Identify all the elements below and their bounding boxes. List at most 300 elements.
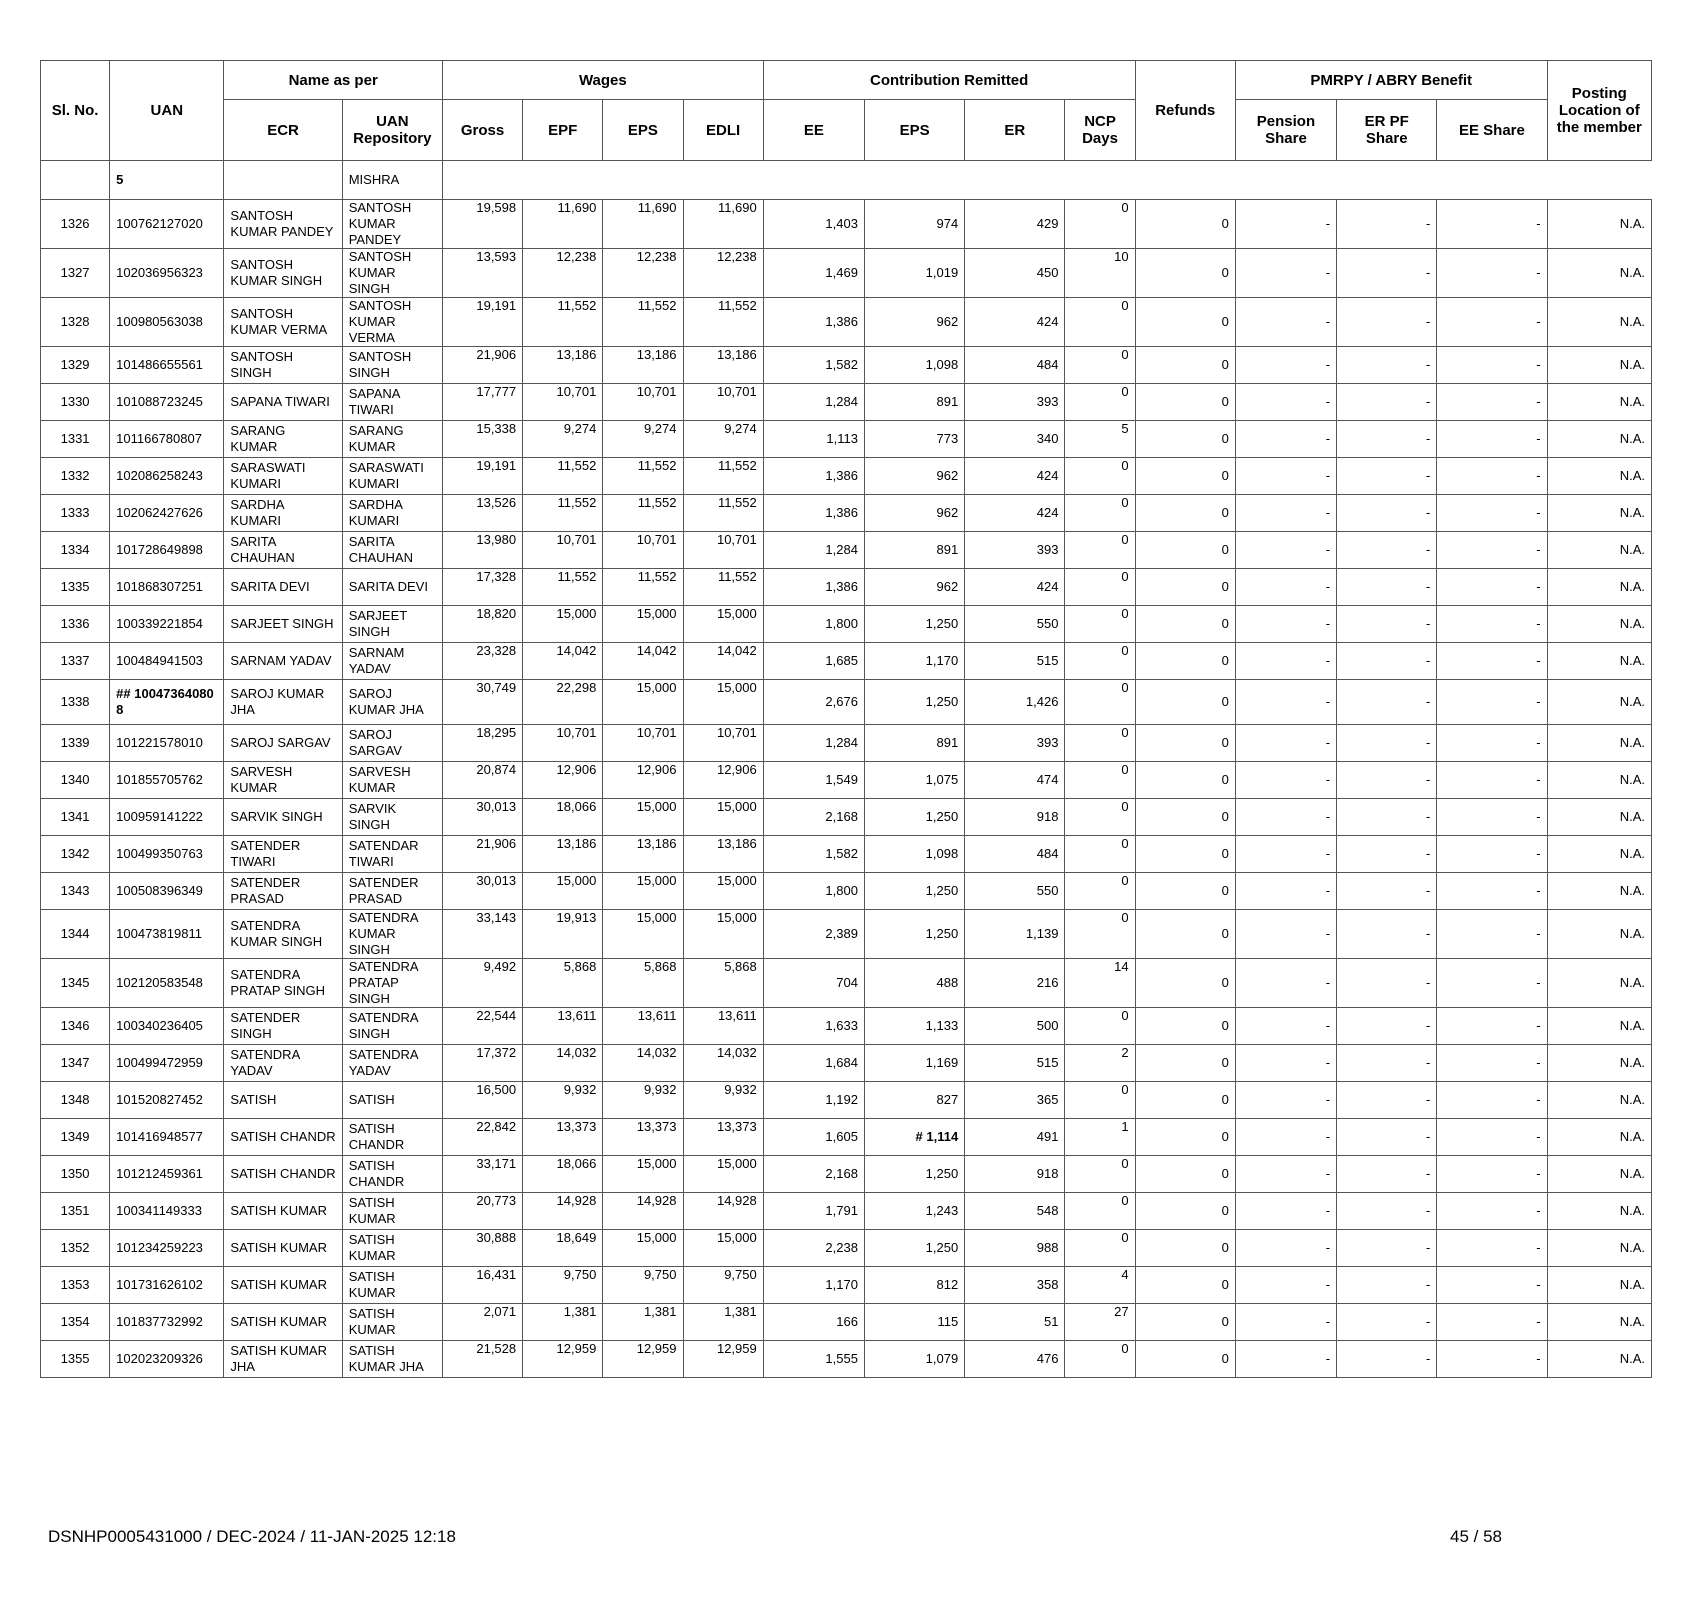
cell-contrib-eps: 1,169 xyxy=(864,1045,964,1082)
table-row xyxy=(41,421,1652,458)
cell-ncp-days: 0 xyxy=(1065,725,1135,762)
cell-er-pf-share: - xyxy=(1337,1230,1437,1267)
cell-refunds: 0 xyxy=(1135,1341,1235,1378)
col-eps: EPS xyxy=(603,100,683,161)
cell-er-pf-share: - xyxy=(1337,836,1437,873)
cell-pension-share: - xyxy=(1235,959,1336,1008)
cell-epf: 12,906 xyxy=(523,762,603,799)
cell-ncp-days: 5 xyxy=(1065,421,1135,458)
cell-eps: 13,186 xyxy=(603,347,683,384)
cell-ecr-name: SATISH CHANDR xyxy=(224,1119,342,1156)
cell-gross: 2,071 xyxy=(442,1304,522,1341)
cell-repo-name: SANTOSH SINGH xyxy=(342,347,442,384)
table-row xyxy=(41,1304,1652,1341)
cell-uan: 101221578010 xyxy=(110,725,224,762)
cell-er: 548 xyxy=(965,1193,1065,1230)
cell-edli: 9,274 xyxy=(683,421,763,458)
cell-ecr-name: SARVIK SINGH xyxy=(224,799,342,836)
cell-pension-share: - xyxy=(1235,1267,1336,1304)
cell-sl-no: 1336 xyxy=(41,606,110,643)
cell-posting: N.A. xyxy=(1547,1156,1651,1193)
cell-pension-share: - xyxy=(1235,249,1336,298)
cell-ee: 2,389 xyxy=(763,910,864,959)
cell-ee-share: - xyxy=(1437,458,1547,495)
cell-repo-name: SARVIK SINGH xyxy=(342,799,442,836)
cell-eps: 13,186 xyxy=(603,836,683,873)
cell-sl-no: 1341 xyxy=(41,799,110,836)
cell-er-pf-share: - xyxy=(1337,1341,1437,1378)
cell-gross: 18,295 xyxy=(442,725,522,762)
cell-epf: 13,611 xyxy=(523,1008,603,1045)
cell-contrib-eps: 974 xyxy=(864,200,964,249)
cell-epf: 5,868 xyxy=(523,959,603,1008)
cell-epf: 11,552 xyxy=(523,298,603,347)
cell-posting: N.A. xyxy=(1547,643,1651,680)
cell-gross: 9,492 xyxy=(442,959,522,1008)
cell-gross: 30,013 xyxy=(442,799,522,836)
cell-er: 424 xyxy=(965,458,1065,495)
cell-posting: N.A. xyxy=(1547,421,1651,458)
cell-uan: 102036956323 xyxy=(110,249,224,298)
cell-edli: 13,186 xyxy=(683,836,763,873)
cell-edli: 11,552 xyxy=(683,569,763,606)
cell-gross: 33,143 xyxy=(442,910,522,959)
cell-pension-share: - xyxy=(1235,643,1336,680)
cell-posting: N.A. xyxy=(1547,959,1651,1008)
cell-edli: 11,552 xyxy=(683,298,763,347)
cell-ee-share: - xyxy=(1437,1082,1547,1119)
cell-edli: 10,701 xyxy=(683,725,763,762)
cell-gross: 13,526 xyxy=(442,495,522,532)
cell-refunds: 0 xyxy=(1135,495,1235,532)
cell-ee-share: - xyxy=(1437,1230,1547,1267)
group-wages: Wages xyxy=(442,61,763,100)
table-header xyxy=(41,61,1652,161)
cell-epf: 11,552 xyxy=(523,569,603,606)
cell-edli: 15,000 xyxy=(683,910,763,959)
col-uan: UAN xyxy=(110,61,224,161)
cell-refunds: 0 xyxy=(1135,606,1235,643)
cell-edli: 15,000 xyxy=(683,1156,763,1193)
col-epf: EPF xyxy=(523,100,603,161)
cell-pension-share: - xyxy=(1235,421,1336,458)
cell-er: 476 xyxy=(965,1341,1065,1378)
cell-ecr-name: SATISH KUMAR xyxy=(224,1267,342,1304)
cell-sl-no: 1351 xyxy=(41,1193,110,1230)
cell-ee-share: - xyxy=(1437,725,1547,762)
cell-sl-no: 1349 xyxy=(41,1119,110,1156)
cell-ncp-days: 0 xyxy=(1065,384,1135,421)
cell-repo-name: SARVESH KUMAR xyxy=(342,762,442,799)
table-row xyxy=(41,873,1652,910)
cell-edli: 13,611 xyxy=(683,1008,763,1045)
cell-ncp-days: 0 xyxy=(1065,836,1135,873)
cell-sl-no: 1355 xyxy=(41,1341,110,1378)
cell-ee: 1,284 xyxy=(763,384,864,421)
cell-refunds: 0 xyxy=(1135,836,1235,873)
cell-ee-share: - xyxy=(1437,1119,1547,1156)
cell-sl-no: 1330 xyxy=(41,384,110,421)
cell-refunds: 0 xyxy=(1135,1193,1235,1230)
cell-uan: 100980563038 xyxy=(110,298,224,347)
cell-posting: N.A. xyxy=(1547,384,1651,421)
table-row xyxy=(41,1193,1652,1230)
cell-sl-no: 1352 xyxy=(41,1230,110,1267)
cell-ncp-days: 0 xyxy=(1065,200,1135,249)
cell-contrib-eps: 1,133 xyxy=(864,1008,964,1045)
cell-ncp-days: 0 xyxy=(1065,495,1135,532)
cell-ncp-days: 0 xyxy=(1065,799,1135,836)
cell-epf: 13,186 xyxy=(523,836,603,873)
cell-gross: 30,013 xyxy=(442,873,522,910)
cell-ncp-days: 4 xyxy=(1065,1267,1135,1304)
cell-posting: N.A. xyxy=(1547,1119,1651,1156)
cell-posting: N.A. xyxy=(1547,725,1651,762)
cell-epf: 18,649 xyxy=(523,1230,603,1267)
cell-er-pf-share: - xyxy=(1337,643,1437,680)
cell-gross: 13,980 xyxy=(442,532,522,569)
cell-ecr-name: SARJEET SINGH xyxy=(224,606,342,643)
cell-uan: 102023209326 xyxy=(110,1341,224,1378)
cell-ee: 2,238 xyxy=(763,1230,864,1267)
cell-uan: 101837732992 xyxy=(110,1304,224,1341)
cell-eps: 15,000 xyxy=(603,606,683,643)
table-row xyxy=(41,606,1652,643)
cell-pension-share: - xyxy=(1235,873,1336,910)
cell-repo-name: SARANG KUMAR xyxy=(342,421,442,458)
col-er: ER xyxy=(965,100,1065,161)
cell-posting: N.A. xyxy=(1547,569,1651,606)
cell-er-pf-share: - xyxy=(1337,532,1437,569)
col-ee: EE xyxy=(763,100,864,161)
cell-edli: 14,928 xyxy=(683,1193,763,1230)
cell-ee-share: - xyxy=(1437,799,1547,836)
cell-contrib-eps: # 1,114 xyxy=(864,1119,964,1156)
cell-ee: 1,403 xyxy=(763,200,864,249)
cell-pension-share: - xyxy=(1235,569,1336,606)
cell-epf: 13,186 xyxy=(523,347,603,384)
cell-contrib-eps: 812 xyxy=(864,1267,964,1304)
cell-epf: 11,552 xyxy=(523,495,603,532)
cell-ee: 1,386 xyxy=(763,458,864,495)
cell-uan: 101234259223 xyxy=(110,1230,224,1267)
cell-uan: 101520827452 xyxy=(110,1082,224,1119)
cell-er-pf-share: - xyxy=(1337,249,1437,298)
cell-pension-share: - xyxy=(1235,1082,1336,1119)
table-row xyxy=(41,1119,1652,1156)
cell-pension-share: - xyxy=(1235,680,1336,725)
cell-refunds: 0 xyxy=(1135,200,1235,249)
cell-ee-share: - xyxy=(1437,762,1547,799)
cell-sl-no: 1339 xyxy=(41,725,110,762)
cell-pension-share: - xyxy=(1235,1304,1336,1341)
cell-refunds: 0 xyxy=(1135,1045,1235,1082)
table-row xyxy=(41,569,1652,606)
cell-uan: ## 10047364080 8 xyxy=(110,680,224,725)
cell-ecr-name: SARVESH KUMAR xyxy=(224,762,342,799)
cell-posting: N.A. xyxy=(1547,836,1651,873)
table-row xyxy=(41,1008,1652,1045)
cell-sl-no: 1350 xyxy=(41,1156,110,1193)
cell-eps: 13,611 xyxy=(603,1008,683,1045)
cell-sl-no: 1346 xyxy=(41,1008,110,1045)
cell-ecr-name: SATENDER PRASAD xyxy=(224,873,342,910)
cell-gross: 20,874 xyxy=(442,762,522,799)
cell-er: 424 xyxy=(965,298,1065,347)
cell-uan: 101416948577 xyxy=(110,1119,224,1156)
cell-ee: 1,469 xyxy=(763,249,864,298)
cell-ee-share: - xyxy=(1437,569,1547,606)
cell-epf: 15,000 xyxy=(523,606,603,643)
cell-pension-share: - xyxy=(1235,799,1336,836)
cell-sl-no: 1345 xyxy=(41,959,110,1008)
cell-sl-no: 1343 xyxy=(41,873,110,910)
cell-ncp-days: 27 xyxy=(1065,1304,1135,1341)
cell-pension-share: - xyxy=(1235,532,1336,569)
cell-contrib-eps: 1,250 xyxy=(864,873,964,910)
cell-refunds: 0 xyxy=(1135,873,1235,910)
cell-ee-share: - xyxy=(1437,873,1547,910)
cell-gross: 30,749 xyxy=(442,680,522,725)
cell-eps: 12,906 xyxy=(603,762,683,799)
cell-er: 358 xyxy=(965,1267,1065,1304)
cell-er-pf-share: - xyxy=(1337,298,1437,347)
cell-repo-name: SATISH KUMAR xyxy=(342,1193,442,1230)
cell-refunds: 0 xyxy=(1135,910,1235,959)
cell-uan: 101166780807 xyxy=(110,421,224,458)
cell-pension-share: - xyxy=(1235,200,1336,249)
cell-ee-share: - xyxy=(1437,495,1547,532)
col-ee-share: EE Share xyxy=(1437,100,1547,161)
cell-ee: 1,791 xyxy=(763,1193,864,1230)
cell-edli: 12,959 xyxy=(683,1341,763,1378)
cell-pension-share: - xyxy=(1235,495,1336,532)
cell-edli: 10,701 xyxy=(683,532,763,569)
table-row xyxy=(41,1267,1652,1304)
cell-ecr-name: SARNAM YADAV xyxy=(224,643,342,680)
cell-posting: N.A. xyxy=(1547,762,1651,799)
cell-er-pf-share: - xyxy=(1337,1045,1437,1082)
cell-sl-no: 1329 xyxy=(41,347,110,384)
cell-ee-share: - xyxy=(1437,200,1547,249)
cell-er: 393 xyxy=(965,532,1065,569)
cell-sl-no: 1335 xyxy=(41,569,110,606)
cell-sl-no: 1337 xyxy=(41,643,110,680)
cell-uan: 100341149333 xyxy=(110,1193,224,1230)
cell-contrib-eps: 1,250 xyxy=(864,1156,964,1193)
cell-contrib-eps: 1,019 xyxy=(864,249,964,298)
cell-ecr-name: SATISH KUMAR xyxy=(224,1193,342,1230)
cell-ecr-name: SATISH CHANDR xyxy=(224,1156,342,1193)
cell-er-pf-share: - xyxy=(1337,569,1437,606)
cell-ee-share: - xyxy=(1437,1045,1547,1082)
cell-posting: N.A. xyxy=(1547,532,1651,569)
cell-ee: 2,676 xyxy=(763,680,864,725)
cell-er: 450 xyxy=(965,249,1065,298)
cell-eps: 1,381 xyxy=(603,1304,683,1341)
cell-uan: 101868307251 xyxy=(110,569,224,606)
cell-contrib-eps: 962 xyxy=(864,458,964,495)
cell-repo-name: SAROJ SARGAV xyxy=(342,725,442,762)
cell-epf: 18,066 xyxy=(523,799,603,836)
cell-repo-name: SANTOSH KUMAR VERMA xyxy=(342,298,442,347)
cell-ncp-days: 0 xyxy=(1065,1156,1135,1193)
cell-ee: 1,386 xyxy=(763,298,864,347)
cell-er: 484 xyxy=(965,836,1065,873)
table-row xyxy=(41,725,1652,762)
table-row xyxy=(41,643,1652,680)
cell-uan: 102120583548 xyxy=(110,959,224,1008)
col-gross: Gross xyxy=(442,100,522,161)
cell-posting: N.A. xyxy=(1547,200,1651,249)
cell-contrib-eps: 115 xyxy=(864,1304,964,1341)
cell-gross: 22,544 xyxy=(442,1008,522,1045)
cell-edli: 1,381 xyxy=(683,1304,763,1341)
cell-er: 484 xyxy=(965,347,1065,384)
cell-repo-name: SARJEET SINGH xyxy=(342,606,442,643)
cell-er: 393 xyxy=(965,384,1065,421)
cell-contrib-eps: 827 xyxy=(864,1082,964,1119)
cell-ee: 1,605 xyxy=(763,1119,864,1156)
cell-ee: 1,582 xyxy=(763,347,864,384)
cell-ee: 2,168 xyxy=(763,799,864,836)
cell-ee-share: - xyxy=(1437,1341,1547,1378)
cell-epf: 19,913 xyxy=(523,910,603,959)
cell-ee-share: - xyxy=(1437,1008,1547,1045)
cell-ecr-name: SATENDRA KUMAR SINGH xyxy=(224,910,342,959)
cell-edli: 5,868 xyxy=(683,959,763,1008)
cell-ecr-name: SANTOSH KUMAR PANDEY xyxy=(224,200,342,249)
cell-ee: 1,113 xyxy=(763,421,864,458)
cell-refunds: 0 xyxy=(1135,1008,1235,1045)
cell-eps: 12,238 xyxy=(603,249,683,298)
cell-posting: N.A. xyxy=(1547,680,1651,725)
cell-eps: 14,928 xyxy=(603,1193,683,1230)
cell-ecr-name: SANTOSH SINGH xyxy=(224,347,342,384)
cell-epf: 13,373 xyxy=(523,1119,603,1156)
cell-uan: 101728649898 xyxy=(110,532,224,569)
cell-ecr-name: SARITA DEVI xyxy=(224,569,342,606)
cell-ee-share: - xyxy=(1437,959,1547,1008)
cell-er-pf-share: - xyxy=(1337,873,1437,910)
cell-gross: 19,191 xyxy=(442,458,522,495)
cell-er: 393 xyxy=(965,725,1065,762)
cell-ee-share: - xyxy=(1437,643,1547,680)
cell-eps: 9,932 xyxy=(603,1082,683,1119)
cell-repo-name: SATISH CHANDR xyxy=(342,1156,442,1193)
col-sl-no: Sl. No. xyxy=(41,61,110,161)
cell-repo-name: SANTOSH KUMAR PANDEY xyxy=(342,200,442,249)
cell-pension-share: - xyxy=(1235,384,1336,421)
continuation-uan: 5 xyxy=(110,161,224,200)
col-posting: Posting Location of the member xyxy=(1547,61,1651,161)
cell-eps: 15,000 xyxy=(603,910,683,959)
cell-ee-share: - xyxy=(1437,347,1547,384)
cell-contrib-eps: 1,250 xyxy=(864,799,964,836)
cell-repo-name: SARDHA KUMARI xyxy=(342,495,442,532)
cell-refunds: 0 xyxy=(1135,959,1235,1008)
cell-sl-no: 1340 xyxy=(41,762,110,799)
table-row xyxy=(41,1230,1652,1267)
cell-sl-no: 1328 xyxy=(41,298,110,347)
cell-repo-name: SATENDRA SINGH xyxy=(342,1008,442,1045)
cell-ee: 1,549 xyxy=(763,762,864,799)
cell-refunds: 0 xyxy=(1135,298,1235,347)
cell-uan: 100499472959 xyxy=(110,1045,224,1082)
cell-edli: 9,750 xyxy=(683,1267,763,1304)
cell-ncp-days: 0 xyxy=(1065,458,1135,495)
cell-ee: 1,582 xyxy=(763,836,864,873)
col-contrib-eps: EPS xyxy=(864,100,964,161)
cell-uan: 101731626102 xyxy=(110,1267,224,1304)
cell-eps: 15,000 xyxy=(603,799,683,836)
cell-er-pf-share: - xyxy=(1337,384,1437,421)
col-refunds: Refunds xyxy=(1135,61,1235,161)
cell-refunds: 0 xyxy=(1135,762,1235,799)
cell-repo-name: SATENDAR TIWARI xyxy=(342,836,442,873)
cell-er: 340 xyxy=(965,421,1065,458)
cell-posting: N.A. xyxy=(1547,606,1651,643)
cell-eps: 15,000 xyxy=(603,680,683,725)
cell-uan: 100340236405 xyxy=(110,1008,224,1045)
cell-ncp-days: 0 xyxy=(1065,569,1135,606)
cell-epf: 15,000 xyxy=(523,873,603,910)
cell-posting: N.A. xyxy=(1547,495,1651,532)
cell-uan: 101088723245 xyxy=(110,384,224,421)
cell-edli: 10,701 xyxy=(683,384,763,421)
cell-gross: 19,598 xyxy=(442,200,522,249)
cell-ecr-name: SATISH xyxy=(224,1082,342,1119)
cell-ecr-name: SATENDRA YADAV xyxy=(224,1045,342,1082)
cell-edli: 14,032 xyxy=(683,1045,763,1082)
cell-contrib-eps: 1,250 xyxy=(864,1230,964,1267)
cell-er: 918 xyxy=(965,799,1065,836)
cell-ee: 1,284 xyxy=(763,532,864,569)
cell-edli: 13,186 xyxy=(683,347,763,384)
cell-epf: 12,238 xyxy=(523,249,603,298)
cell-pension-share: - xyxy=(1235,910,1336,959)
cell-ee-share: - xyxy=(1437,1156,1547,1193)
cell-uan: 100762127020 xyxy=(110,200,224,249)
cell-er-pf-share: - xyxy=(1337,1119,1437,1156)
cell-eps: 15,000 xyxy=(603,873,683,910)
cell-eps: 10,701 xyxy=(603,725,683,762)
cell-ee-share: - xyxy=(1437,421,1547,458)
cell-edli: 11,552 xyxy=(683,458,763,495)
cell-gross: 30,888 xyxy=(442,1230,522,1267)
table-row xyxy=(41,680,1652,725)
cell-refunds: 0 xyxy=(1135,1304,1235,1341)
cell-ecr-name: SATENDER SINGH xyxy=(224,1008,342,1045)
cell-contrib-eps: 1,250 xyxy=(864,910,964,959)
cell-posting: N.A. xyxy=(1547,1230,1651,1267)
cell-pension-share: - xyxy=(1235,1193,1336,1230)
cell-ncp-days: 0 xyxy=(1065,1082,1135,1119)
cell-epf: 9,274 xyxy=(523,421,603,458)
cell-ee: 1,170 xyxy=(763,1267,864,1304)
cell-gross: 22,842 xyxy=(442,1119,522,1156)
cell-er: 1,426 xyxy=(965,680,1065,725)
table-row xyxy=(41,495,1652,532)
cell-ee-share: - xyxy=(1437,680,1547,725)
cell-eps: 14,042 xyxy=(603,643,683,680)
cell-posting: N.A. xyxy=(1547,249,1651,298)
cell-pension-share: - xyxy=(1235,836,1336,873)
cell-gross: 21,906 xyxy=(442,347,522,384)
cell-ee: 1,386 xyxy=(763,569,864,606)
cell-repo-name: SARITA DEVI xyxy=(342,569,442,606)
cell-posting: N.A. xyxy=(1547,1045,1651,1082)
